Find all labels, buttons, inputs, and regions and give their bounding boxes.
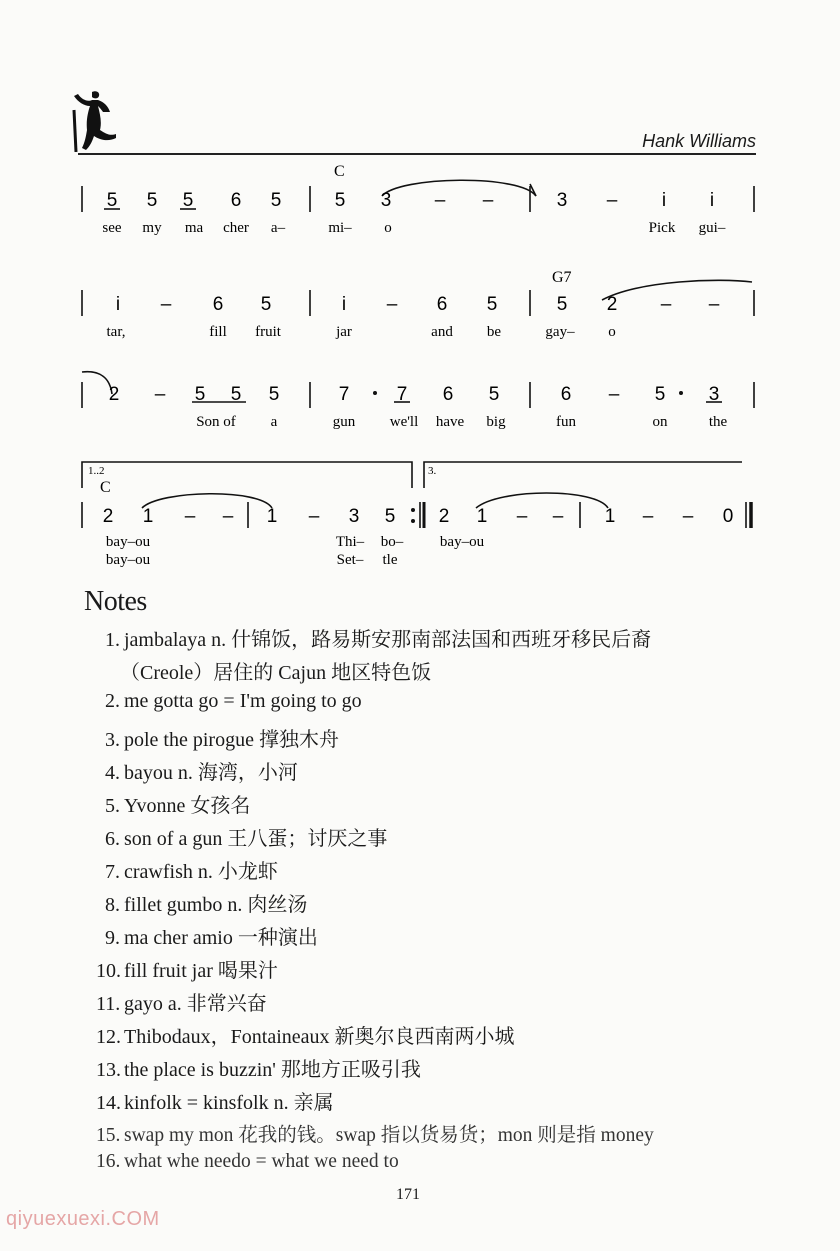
lyric: big: [486, 414, 506, 430]
note: 2: [108, 384, 120, 405]
lyric: bay–ou: [105, 534, 151, 550]
volta-label: 1..2: [88, 465, 105, 477]
note-item: 16. what whe needo = what we need to: [96, 1151, 399, 1172]
note: 5: [230, 384, 242, 405]
lyric: on: [652, 414, 668, 430]
note: 5: [260, 294, 272, 315]
lyric: and: [431, 324, 453, 340]
note-item: 9. ma cher amio 一种演出: [105, 927, 318, 949]
note: 5: [194, 384, 206, 405]
note: 5: [486, 294, 498, 315]
note: 5: [556, 294, 568, 315]
lyric: tar,: [106, 324, 126, 340]
note: 5: [182, 190, 194, 211]
lyric: have: [435, 414, 465, 430]
note: 5: [384, 506, 396, 527]
score-line-2: [107, 294, 720, 340]
note: i: [341, 294, 347, 315]
lyric: jar: [336, 324, 352, 340]
note: 7: [338, 384, 350, 405]
lyric: we'll: [389, 414, 419, 430]
note: 1: [476, 506, 488, 527]
note: 5: [488, 384, 500, 405]
lyric: Son of: [196, 414, 236, 430]
lyric: cher: [223, 220, 249, 236]
chord-label: C: [100, 479, 111, 496]
lyric: Pick: [648, 220, 676, 236]
note-item: 7. crawfish n. 小龙虾: [105, 861, 278, 883]
note: –: [708, 294, 720, 315]
note-item-continuation: （Creole）居住的 Cajun 地区特色饭: [120, 662, 432, 684]
note: –: [160, 294, 172, 315]
note: 0: [722, 506, 734, 527]
note: 6: [230, 190, 242, 211]
note-item: 14. kinfolk = kinsfolk n. 亲属: [96, 1092, 334, 1114]
note-item: 15. swap my mon 花我的钱。swap 指以货易货；mon 则是指 money: [96, 1125, 654, 1146]
note-item: 5. Yvonne 女孩名: [105, 795, 251, 817]
note: –: [386, 294, 398, 315]
volta-label: 3.: [428, 465, 437, 477]
chord-label: C: [334, 163, 345, 180]
note: 1: [142, 506, 154, 527]
note: –: [682, 506, 694, 527]
note: –: [222, 506, 234, 527]
note: –: [308, 506, 320, 527]
note: 6: [212, 294, 224, 315]
lyric: bay–ou: [439, 534, 485, 550]
lyric: o: [608, 324, 616, 340]
note: 5: [106, 190, 118, 211]
artist-name: Hank Williams: [642, 131, 756, 151]
note: 5: [146, 190, 158, 211]
lyric: fill: [209, 324, 227, 340]
note: 5: [654, 384, 666, 405]
note: i: [115, 294, 121, 315]
lyric: my: [142, 220, 162, 236]
note-item: 8. fillet gumbo n. 肉丝汤: [105, 894, 308, 916]
score-line-1: [102, 190, 725, 236]
note-item: 2. me gotta go = I'm going to go: [105, 690, 362, 712]
note-item: 13. the place is buzzin' 那地方正吸引我: [96, 1059, 421, 1081]
note: 2: [606, 294, 618, 315]
note-item: 10. fill fruit jar 喝果汁: [96, 960, 278, 982]
note-item: 4. bayou n. 海湾，小河: [105, 762, 298, 784]
note: –: [184, 506, 196, 527]
note: –: [434, 190, 446, 211]
lyric: gay–: [545, 324, 575, 340]
note: 6: [442, 384, 454, 405]
note: –: [552, 506, 564, 527]
note-item: 1. jambalaya n. 什锦饭，路易斯安那南部法国和西班牙移民后裔: [105, 629, 652, 651]
jianpu-score: [0, 0, 840, 600]
lyric: Set–: [336, 552, 364, 568]
note: 2: [438, 506, 450, 527]
note-item: 12. Thibodaux，Fontaineaux 新奥尔良西南两小城: [96, 1026, 515, 1048]
note: i: [709, 190, 715, 211]
watermark: qiyuexuexi.COM: [6, 1208, 160, 1230]
note: 3: [708, 384, 720, 405]
note: –: [606, 190, 618, 211]
lyric: Thi–: [335, 534, 365, 550]
note: –: [642, 506, 654, 527]
lyric: mi–: [328, 220, 352, 236]
note: –: [660, 294, 672, 315]
note: 6: [560, 384, 572, 405]
note: –: [154, 384, 166, 405]
lyric: tle: [382, 552, 398, 568]
note: 3: [348, 506, 360, 527]
note: 5: [270, 190, 282, 211]
lyric: o: [384, 220, 392, 236]
note-item: 6. son of a gun 王八蛋；讨厌之事: [105, 828, 388, 850]
note-item: 3. pole the pirogue 撑独木舟: [105, 729, 339, 751]
note: 5: [268, 384, 280, 405]
note: 2: [102, 506, 114, 527]
note: 7: [396, 384, 408, 405]
chord-label: G7: [552, 269, 572, 286]
notes-title: Notes: [84, 586, 147, 617]
lyric: gun: [332, 414, 356, 430]
page-number: 171: [396, 1186, 420, 1203]
lyric: fun: [556, 414, 576, 430]
lyric: the: [708, 414, 728, 430]
lyric: ma: [184, 220, 204, 236]
note: 1: [604, 506, 616, 527]
note: –: [482, 190, 494, 211]
lyric: see: [102, 220, 122, 236]
lyric: be: [486, 324, 502, 340]
note: 5: [334, 190, 346, 211]
note-item: 11. gayo a. 非常兴奋: [96, 993, 267, 1015]
lyric: fruit: [255, 324, 281, 340]
lyric: a: [270, 414, 278, 430]
score-line-3: [109, 384, 728, 430]
note: 6: [436, 294, 448, 315]
score-line-4: [103, 506, 734, 568]
lyric: bay–ou: [105, 552, 151, 568]
note: i: [661, 190, 667, 211]
lyric: gui–: [698, 220, 726, 236]
lyric: a–: [270, 220, 286, 236]
note: 3: [380, 190, 392, 211]
note: 1: [266, 506, 278, 527]
note: 3: [556, 190, 568, 211]
lyric: bo–: [380, 534, 404, 550]
note: –: [608, 384, 620, 405]
note: –: [516, 506, 528, 527]
